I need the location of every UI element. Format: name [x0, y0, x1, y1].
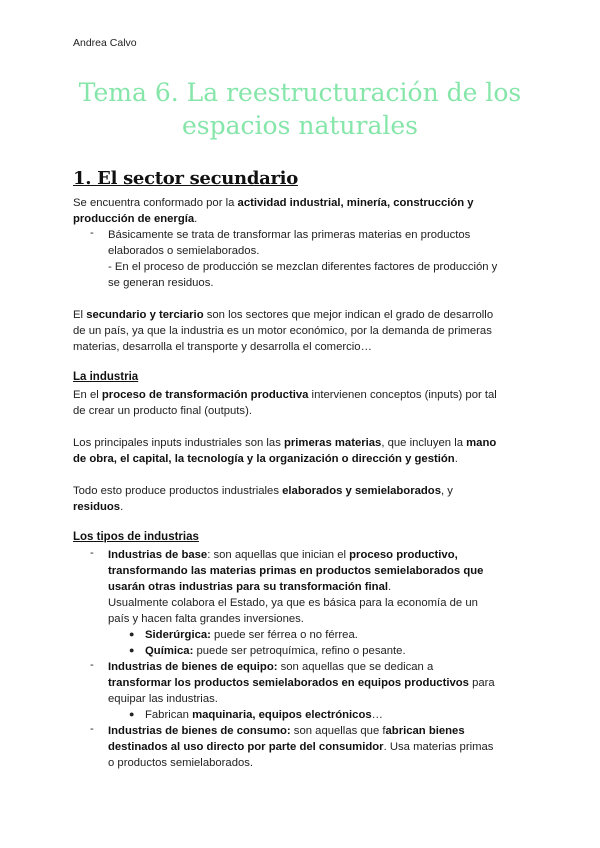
list-item-transformar: Básicamente se trata de transformar las primeras materias en productos elaborados o semielaborados. - En el proceso de producción se mezclan diferentes factores de producción y se generan residuos. — [108, 229, 498, 289]
dash-bullet: - — [90, 723, 94, 735]
list-item-siderurgica: Siderúrgica: puede ser férrea o no férrea. — [145, 629, 358, 641]
title-line-2: espacios naturales — [182, 111, 418, 140]
title-line-1: Tema 6. La reestructuración de los — [78, 78, 522, 107]
paragraph-productos: Todo esto produce productos industriales elaborados y semielaborados, y residuos. — [73, 485, 453, 513]
list-item-bienes-consumo: Industrias de bienes de consumo: son aquellas que fabrican bienes destinados al uso directo por parte del consumidor. Usa materias primas o productos semielaborados. — [108, 725, 494, 769]
dash-bullet: - — [90, 547, 94, 559]
list-item-fabrican: Fabrican maquinaria, equipos electrónicos… — [145, 709, 383, 721]
author-name: Andrea Calvo — [73, 37, 137, 49]
subheading-tipos-industrias: Los tipos de industrias — [73, 531, 199, 543]
paragraph-inputs: Los principales inputs industriales son las primeras materias, que incluyen la mano de obra, el capital, la tecnología y la organización o dirección y gestión. — [73, 437, 497, 465]
subheading-la-industria: La industria — [73, 371, 139, 383]
dash-bullet: - — [90, 227, 94, 239]
list-item-industrias-base: Industrias de base: son aquellas que inician el proceso productivo, transformando las materias primas en productos semielaborados que usarán otras industrias para su transformación final. Usualmente colabora el Estado, ya que es básica para la economía de un país y hacen falta grandes inversiones. — [108, 549, 484, 625]
list-item-bienes-equipo: Industrias de bienes de equipo: son aquellas que se dedican a transformar los productos semielaborados en equipos productivos para equipar las industrias. — [108, 661, 495, 705]
list-item-quimica: Química: puede ser petroquímica, refino o pesante. — [145, 645, 406, 657]
page-title — [60, 76, 540, 142]
paragraph-secundario-terciario: El secundario y terciario son los sectores que mejor indican el grado de desarrollo de un país, ya que la industria es un motor económico, por la demanda de primeras materias, desarrolla el transporte y desarrolla el comercio… — [73, 309, 494, 353]
bullet-dot: ● — [129, 645, 135, 655]
bullet-dot: ● — [129, 709, 135, 719]
paragraph-intro: Se encuentra conformado por la actividad industrial, minería, construcción y producción de energía. — [73, 197, 474, 225]
bullet-dot: ● — [129, 629, 135, 639]
section-heading-sector-secundario: 1. El sector secundario — [73, 168, 298, 189]
dash-bullet: - — [90, 659, 94, 671]
paragraph-proceso: En el proceso de transformación productiva intervienen conceptos (inputs) por tal de crear un producto final (outputs). — [73, 389, 497, 417]
